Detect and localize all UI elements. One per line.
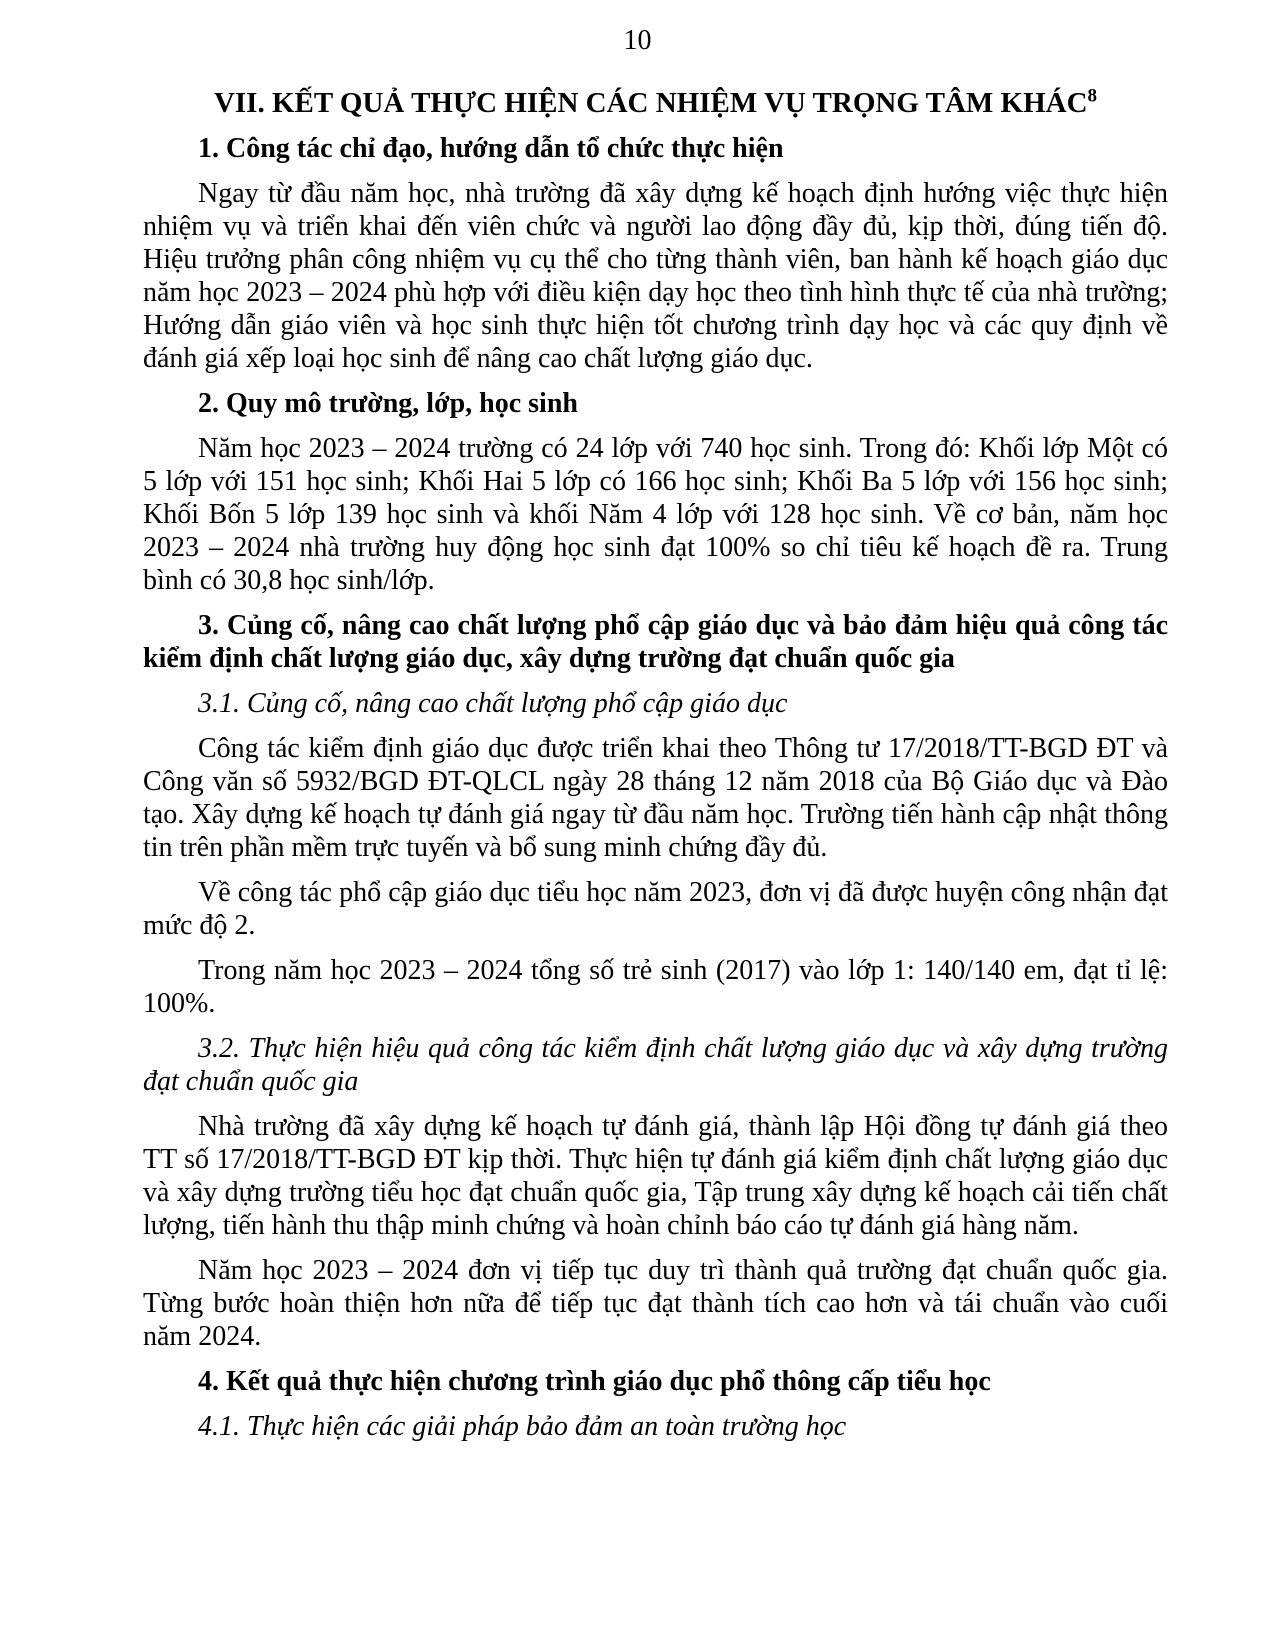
section-heading: 1. Công tác chỉ đạo, hướng dẫn tổ chức thực hiện [198,133,784,164]
section-heading: 3. Củng cố, nâng cao chất lượng phổ cập giáo dục và bảo đảm hiệu quả công tác kiểm định chất lượng giáo dục, xây dựng trường đạt chuẩn quốc gia [143,610,1168,674]
page-number: 10 [623,25,652,56]
subsection-heading: 4.1. Thực hiện các giải pháp bảo đảm an toàn trường học [198,1411,847,1442]
document-title [143,86,1168,120]
document-title-text: VII. KẾT QUẢ THỰC HIỆN CÁC NHIỆM VỤ TRỌNG TÂM KHÁC [213,87,1088,119]
paragraph: Ngay từ đầu năm học, nhà trường đã xây dựng kế hoạch định hướng việc thực hiện nhiệm vụ và triển khai đến viên chức và người lao động đầy đủ, kịp thời, đúng tiến độ. Hiệu trưởng phân công nhiệm vụ cụ thể cho từng thành viên, ban hành kế hoạch giáo dục năm học 2023 – 2024 phù hợp với điều kiện dạy học theo tình hình thực tế của nhà trường; Hướng dẫn giáo viên và học sinh thực hiện tốt chương trình dạy học và các quy định về đánh giá xếp loại học sinh để nâng cao chất lượng giáo dục. [143,178,1168,374]
paragraph: Trong năm học 2023 – 2024 tổng số trẻ sinh (2017) vào lớp 1: 140/140 em, đạt tỉ lệ: 100%. [143,955,1168,1019]
section-heading: 2. Quy mô trường, lớp, học sinh [198,388,578,419]
paragraph: Nhà trường đã xây dựng kế hoạch tự đánh giá, thành lập Hội đồng tự đánh giá theo TT số 17/2018/TT-BGD ĐT kịp thời. Thực hiện tự đánh giá kiểm định chất lượng giáo dục và xây dựng trường tiểu học đạt chuẩn quốc gia, Tập trung xây dựng kế hoạch cải tiến chất lượng, tiến hành thu thập minh chứng và hoàn chỉnh báo cáo tự đánh giá hàng năm. [143,1111,1168,1241]
subsection-heading: 3.2. Thực hiện hiệu quả công tác kiểm định chất lượng giáo dục và xây dựng trường đạt chuẩn quốc gia [143,1033,1168,1097]
paragraph: Công tác kiểm định giáo dục được triển khai theo Thông tư 17/2018/TT-BGD ĐT và Công văn số 5932/BGD ĐT-QLCL ngày 28 tháng 12 năm 2018 của Bộ Giáo dục và Đào tạo. Xây dựng kế hoạch tự đánh giá ngay từ đầu năm học. Trường tiến hành cập nhật thông tin trên phần mềm trực tuyến và bổ sung minh chứng đầy đủ. [143,733,1168,863]
paragraph: Năm học 2023 – 2024 trường có 24 lớp với 740 học sinh. Trong đó: Khối lớp Một có 5 lớp với 151 học sinh; Khối Hai 5 lớp có 166 học sinh; Khối Ba 5 lớp với 156 học sinh; Khối Bốn 5 lớp 139 học sinh và khối Năm 4 lớp với 128 học sinh. Về cơ bản, năm học 2023 – 2024 nhà trường huy động học sinh đạt 100% so chỉ tiêu kế hoạch đề ra. Trung bình có 30,8 học sinh/lớp. [143,433,1168,596]
paragraph: Năm học 2023 – 2024 đơn vị tiếp tục duy trì thành quả trường đạt chuẩn quốc gia. Từng bước hoàn thiện hơn nữa để tiếp tục đạt thành tích cao hơn và tái chuẩn vào cuối năm 2024. [143,1255,1168,1352]
document-body [143,132,1168,1443]
footnote-reference: 8 [1087,85,1098,107]
paragraph: Về công tác phổ cập giáo dục tiểu học năm 2023, đơn vị đã được huyện công nhận đạt mức độ 2. [143,877,1168,941]
subsection-heading: 3.1. Củng cố, nâng cao chất lượng phổ cập giáo dục [198,688,788,719]
section-heading: 4. Kết quả thực hiện chương trình giáo dục phổ thông cấp tiểu học [198,1366,991,1397]
